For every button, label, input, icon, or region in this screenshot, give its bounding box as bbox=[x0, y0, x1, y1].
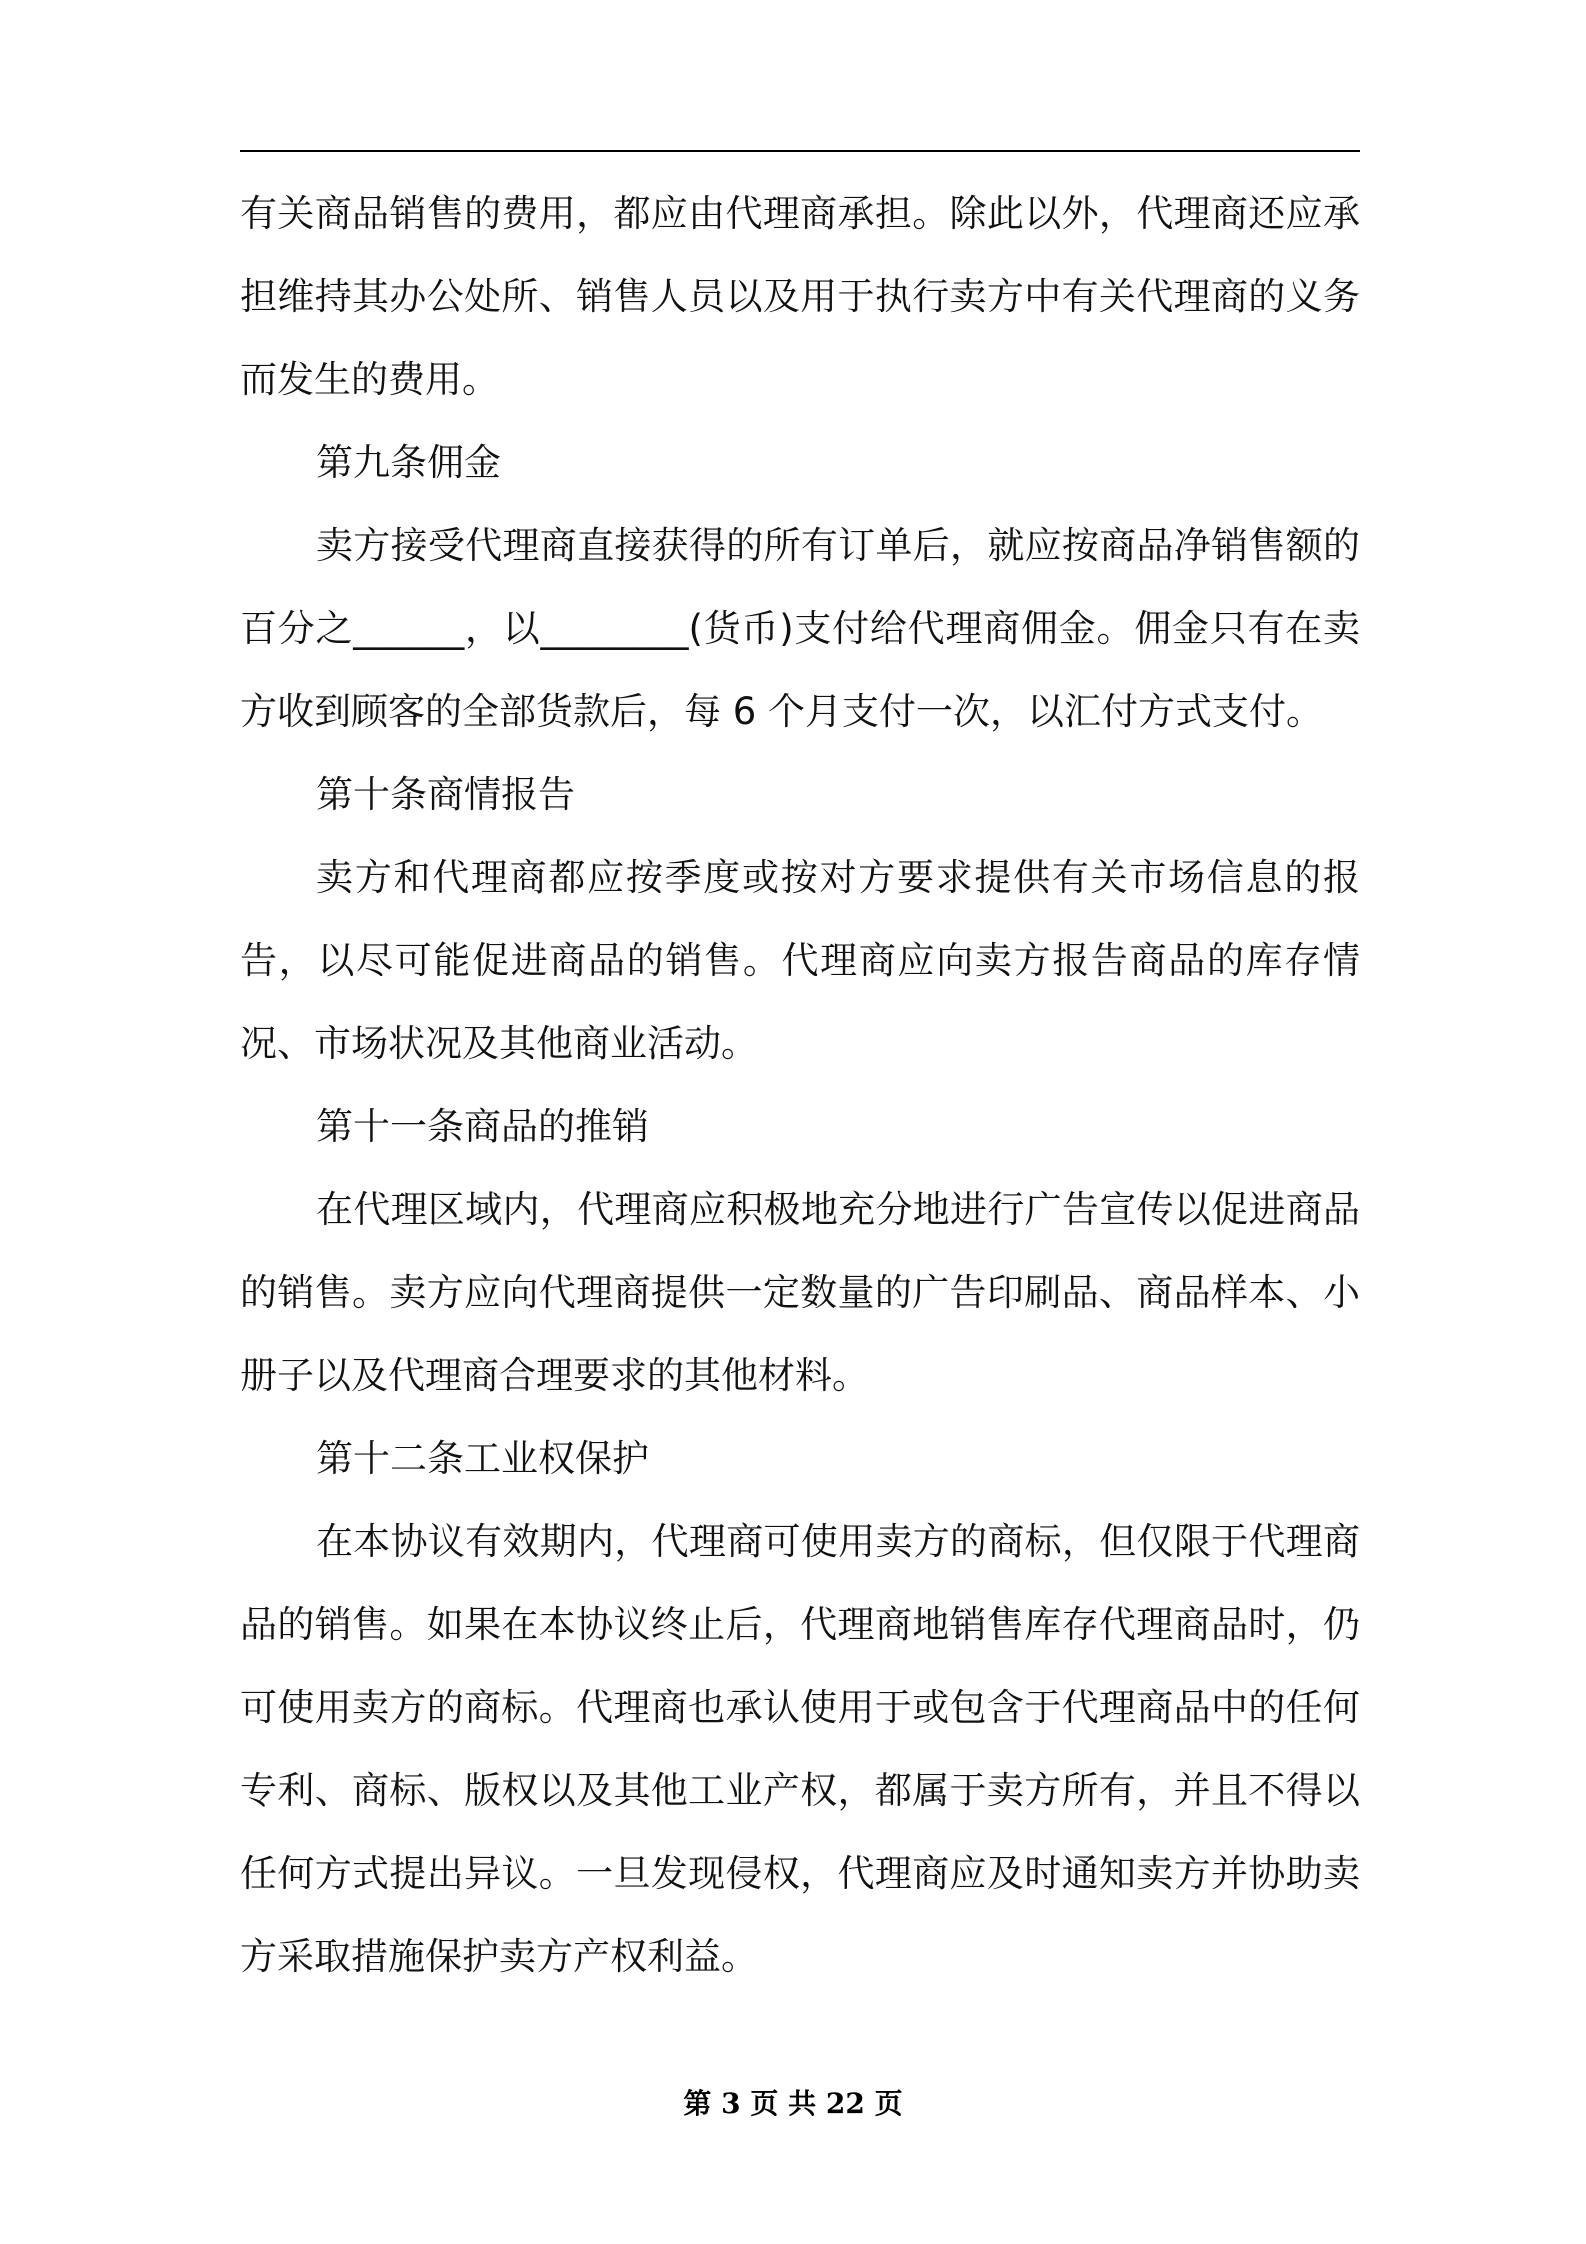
article-11-paragraph: 在代理区域内，代理商应积极地充分地进行广告宣传以促进商品的销售。卖方应向代理商提供一定数量的广告印刷品、商品样本、小册子以及代理商合理要求的其他材料。 bbox=[240, 1188, 1360, 1397]
page-number-footer: 第 3 页 共 22 页 bbox=[683, 2087, 903, 2120]
article-10-heading: 第十条商情报告 bbox=[316, 773, 575, 816]
header-rule bbox=[240, 150, 1360, 152]
document-body bbox=[240, 172, 1360, 1998]
article-9-paragraph: 卖方接受代理商直接获得的所有订单后，就应按商品净销售额的百分之______，以________(货币)支付给代理商佣金。佣金只有在卖方收到顾客的全部货款后，每 6 个月支付一次，以汇付方式支付。 bbox=[240, 524, 1360, 733]
article-9-heading: 第九条佣金 bbox=[316, 441, 501, 484]
article-12-heading: 第十二条工业权保护 bbox=[316, 1437, 649, 1480]
article-12-paragraph: 在本协议有效期内，代理商可使用卖方的商标，但仅限于代理商品的销售。如果在本协议终止后，代理商地销售库存代理商品时，仍可使用卖方的商标。代理商也承认使用于或包含于代理商品中的任何专利、商标、版权以及其他工业产权，都属于卖方所有，并且不得以任何方式提出异议。一旦发现侵权，代理商应及时通知卖方并协助卖方采取措施保护卖方产权利益。 bbox=[240, 1520, 1360, 1978]
article-10-paragraph: 卖方和代理商都应按季度或按对方要求提供有关市场信息的报告，以尽可能促进商品的销售。代理商应向卖方报告商品的库存情况、市场状况及其他商业活动。 bbox=[240, 856, 1360, 1065]
article-11-heading: 第十一条商品的推销 bbox=[316, 1105, 649, 1148]
continuation-paragraph: 有关商品销售的费用，都应由代理商承担。除此以外，代理商还应承担维持其办公处所、销售人员以及用于执行卖方中有关代理商的义务而发生的费用。 bbox=[240, 192, 1360, 401]
